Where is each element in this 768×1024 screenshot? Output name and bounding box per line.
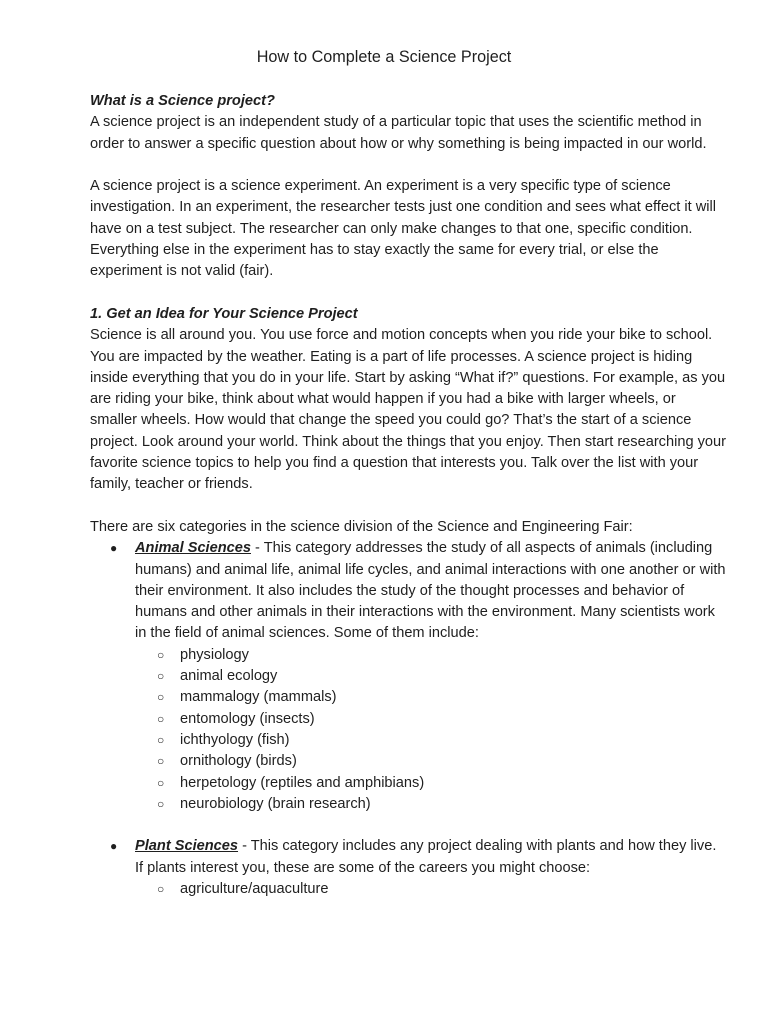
- category-item-plant-sciences: [90, 836, 726, 900]
- field-list: [135, 645, 726, 815]
- field-item: ○ ornithology (birds): [135, 751, 726, 772]
- category-name: Plant Sciences: [135, 838, 239, 855]
- intro-paragraph-2: A science project is a science experiment. An experiment is a very specific type of science investigation. In an experiment, the researcher tests just one condition and sees what effect it will have on a test subject. The researcher can only make changes to that one, specific condition. Everything else in the experiment has to stay exactly the same for every trial, or else the experiment is not valid (fair).: [90, 178, 716, 280]
- circle-bullet-icon: ○: [157, 754, 165, 769]
- idea-paragraph-1: Science is all around you. You use force and motion concepts when you ride your bike to school. You are impacted by the weather. Eating is a part of life processes. A science project is hiding inside everything that you do in your life. Start by asking “What if?” questions. For example, as you are riding your bike, think about what would happen if you had a bike with larger wheels, or smaller wheels. How would that change the speed you could go? That’s the start of a science project. Look around your world. Think about the things that you enjoy. Then start researching your favorite science topics to help you find a question that interests you. Talk over the list with your family, teacher or friends.: [90, 327, 727, 493]
- circle-bullet-icon: ○: [157, 669, 165, 684]
- category-name: Animal Sciences: [135, 540, 251, 557]
- circle-bullet-icon: ○: [157, 796, 165, 811]
- field-item: ○ mammalogy (mammals): [135, 687, 726, 708]
- category-list: [90, 538, 726, 900]
- spacer: [90, 283, 726, 304]
- field-item: ○ neurobiology (brain research): [135, 794, 726, 815]
- circle-bullet-icon: ○: [157, 881, 165, 896]
- spacer: [135, 815, 726, 836]
- spacer: [90, 155, 726, 176]
- field-item: ○ herpetology (reptiles and amphibians): [135, 773, 726, 794]
- field-item: ○ entomology (insects): [135, 709, 726, 730]
- document-title: How to Complete a Science Project: [256, 48, 512, 66]
- section-heading-get-idea: 1. Get an Idea for Your Science Project: [90, 305, 358, 322]
- field-item: ○ agriculture/aquaculture: [135, 879, 726, 900]
- intro-paragraph-1: A science project is an independent study of a particular topic that uses the scientific method in order to answer a specific question about how or why something is being impacted in our world.: [90, 114, 707, 152]
- category-description: - This category includes any project dealing with plants and how they live. If plants interest you, these are some of the careers you might choose:: [135, 838, 717, 876]
- bullet-icon: ●: [110, 541, 118, 556]
- field-list: [135, 879, 726, 900]
- title-wrap: [0, 0, 768, 68]
- circle-bullet-icon: ○: [157, 732, 165, 747]
- section-heading-what-is: What is a Science project?: [90, 93, 275, 109]
- field-item: ○ ichthyology (fish): [135, 730, 726, 751]
- field-item: ○ physiology: [135, 645, 726, 666]
- category-item-animal-sciences: [90, 538, 726, 836]
- circle-bullet-icon: ○: [157, 711, 165, 726]
- circle-bullet-icon: ○: [157, 775, 165, 790]
- idea-paragraph-2: There are six categories in the science division of the Science and Engineering Fair:: [90, 518, 633, 535]
- field-item: ○ animal ecology: [135, 666, 726, 687]
- document-body: [90, 91, 726, 900]
- circle-bullet-icon: ○: [157, 647, 165, 662]
- spacer: [90, 496, 726, 517]
- bullet-icon: ●: [110, 839, 118, 854]
- circle-bullet-icon: ○: [157, 690, 165, 705]
- category-description: - This category addresses the study of all aspects of animals (including humans) and animal life, animal life cycles, and animal interactions with one another or with their environment. It also includes the study of the thought processes and behavior of humans and other animals in their interactions with the environment. Many scientists work in the field of animal sciences. Some of them include:: [135, 540, 726, 642]
